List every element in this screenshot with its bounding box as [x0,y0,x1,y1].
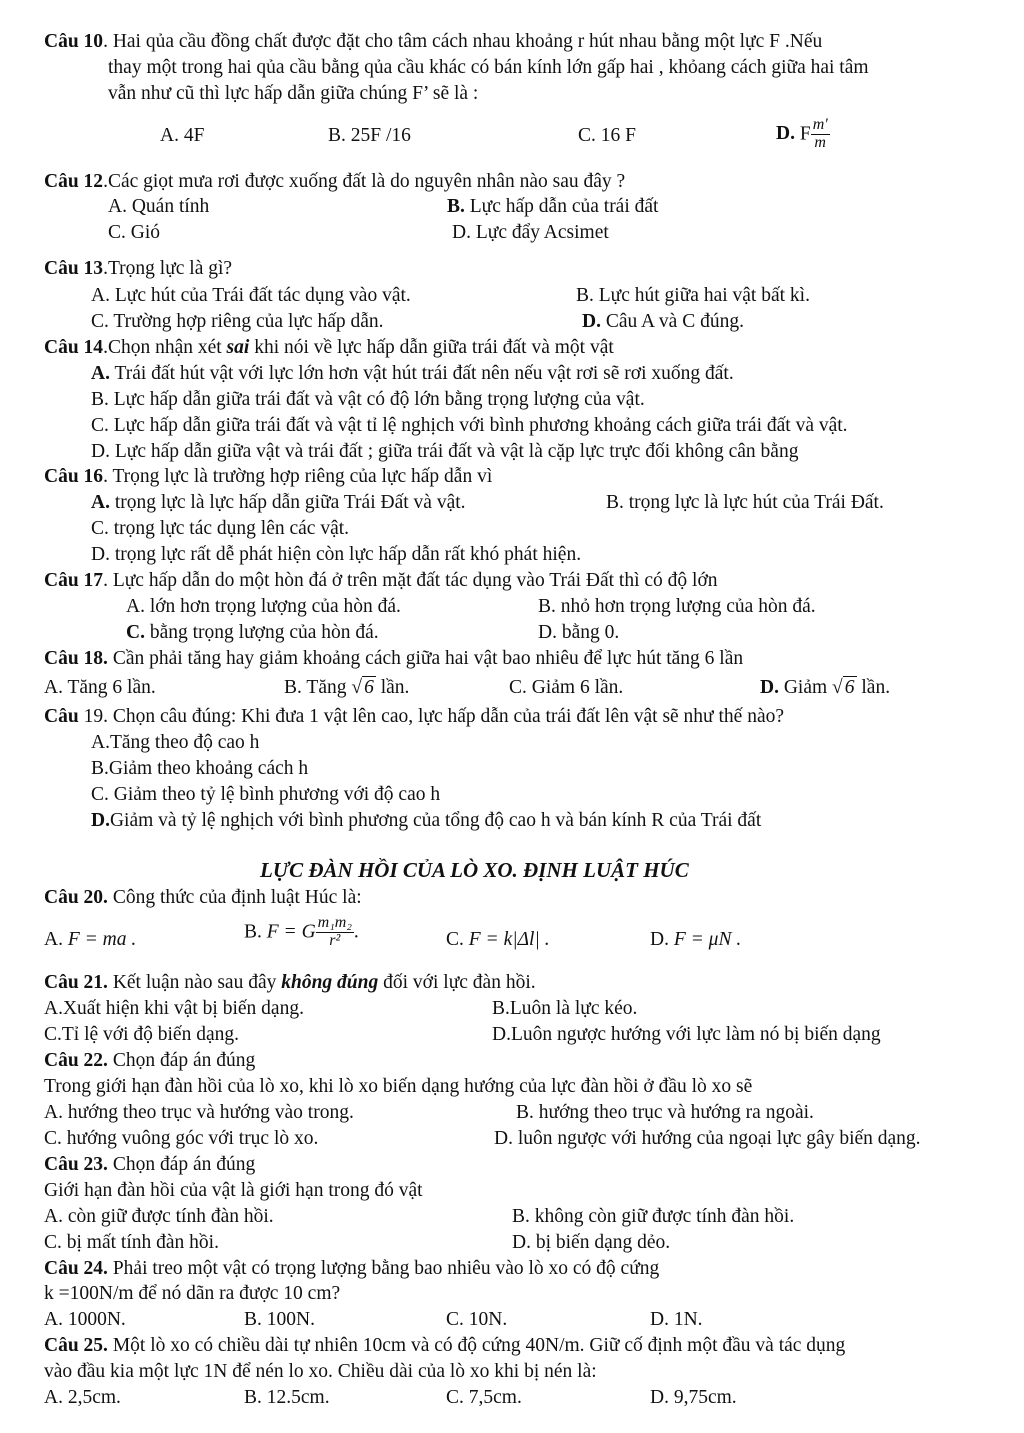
sqrt-symbol: √ 6 [351,677,374,698]
q13-label: Câu 13 [44,258,104,279]
q16-option-b: B. trọng lực là lực hút của Trái Đất. [606,492,884,513]
q10-stem-line3: vẫn như cũ thì lực hấp dẫn giữa chúng F’ sẽ là : [108,83,479,104]
q12-stem: Câu 12.Các giọt mưa rơi được xuống đất là do nguyên nhân nào sau đây ? [44,171,626,192]
q24-label: Câu 24. [44,1258,108,1279]
q12-option-c: C. Gió [108,222,161,243]
q19-stem: Câu 19. Chọn câu đúng: Khi đưa 1 vật lên cao, lực hấp dẫn của trái đất lên vật sẽ như thế nào? [44,706,785,727]
q20-option-a: A. F = ma . [44,929,137,950]
q25-label: Câu 25. [44,1335,108,1356]
q18-label: Câu 18. [44,648,108,669]
q20-option-b-fraction: $\frac{\text{m₁m₂}}{\text{r²}}$ [317,914,352,949]
q10-option-a: A. 4F [160,125,205,146]
q10-stem-line1: Câu 10. Hai qủa cầu đồng chất được đặt cho tâm cách nhau khoảng r hút nhau bằng một lực F .Nếu [44,31,823,52]
q21-option-b: B.Luôn là lực kéo. [492,998,638,1019]
q20-option-c: C. F = k|Δl| . [446,929,550,950]
q22-stem-line2: Trong giới hạn đàn hồi của lò xo, khi lò xo biến dạng hướng của lực đàn hồi ở đầu lò xo sẽ [44,1076,753,1097]
q18-option-d: D. Giảm √ 6 lần. [760,677,891,698]
q22-option-a: A. hướng theo trục và hướng vào trong. [44,1102,354,1123]
q25-option-b: B. 12.5cm. [244,1387,330,1408]
section-title: LỰC ĐÀN HỒI CỦA LÒ XO. ĐỊNH LUẬT HÚC [260,858,689,882]
q18-stem: Câu 18. Cần phải tăng hay giảm khoảng cách giữa hai vật bao nhiêu để lực hút tăng 6 lần [44,648,744,669]
q22-stem: Câu 22. Chọn đáp án đúng [44,1050,256,1071]
q14-stem: Câu 14.Chọn nhận xét sai khi nói về lực hấp dẫn giữa trái đất và một vật [44,337,614,358]
q14-option-c: C. Lực hấp dẫn giữa trái đất và vật tỉ lệ nghịch với bình phương khoảng cách giữa trái đất và vật. [91,415,848,436]
q18-option-c: C. Giảm 6 lần. [509,677,624,698]
q16-label: Câu 16 [44,466,104,487]
q20-stem: Câu 20. Công thức của định luật Húc là: [44,887,362,908]
q16-option-d: D. trọng lực rất dễ phát hiện còn lực hấp dẫn rất khó phát hiện. [91,544,582,565]
q16-option-c: C. trọng lực tác dụng lên các vật. [91,518,350,539]
q18-option-a: A. Tăng 6 lần. [44,677,156,698]
q23-option-d: D. bị biến dạng dẻo. [512,1232,671,1253]
q20-option-b: B. F = G $\frac{\text{m₁m₂}}{\text{r²}}$ . [244,914,359,949]
q21-stem: Câu 21. Kết luận nào sau đây không đúng đối với lực đàn hồi. [44,972,536,993]
q10-stem-line2: thay một trong hai qủa cầu bằng qủa cầu khác có bán kính lớn gấp hai , khỏang cách giữa hai tâm [108,57,869,78]
q24-option-c: C. 10N. [446,1309,508,1330]
q24-option-d: D. 1N. [650,1309,703,1330]
sqrt-symbol: √ 6 [832,677,855,698]
q17-option-d: D. bằng 0. [538,622,620,643]
q23-label: Câu 23. [44,1154,108,1175]
q24-stem: Câu 24. Phải treo một vật có trọng lượng bằng bao nhiêu vào lò xo có độ cứng [44,1258,660,1279]
q22-option-d: D. luôn ngược với hướng của ngoại lực gây biến dạng. [494,1128,921,1149]
q23-option-c: C. bị mất tính đàn hồi. [44,1232,219,1253]
q14-option-a: A. Trái đất hút vật với lực lớn hơn vật hút trái đất nên nếu vật rơi sẽ rơi xuống đất. [91,363,734,384]
q14-option-d: D. Lực hấp dẫn giữa vật và trái đất ; giữa trái đất và vật là cặp lực trực đối không cân bằng [91,441,799,462]
q17-option-c: C. bằng trọng lượng của hòn đá. [126,622,379,643]
q19-option-c: C. Giảm theo tỷ lệ bình phương với độ cao h [91,784,441,805]
q22-option-b: B. hướng theo trục và hướng ra ngoài. [516,1102,814,1123]
q19-option-d: D.Giảm và tỷ lệ nghịch với bình phương của tổng độ cao h và bán kính R của Trái đất [91,810,762,831]
q23-stem: Câu 23. Chọn đáp án đúng [44,1154,256,1175]
q13-option-a: A. Lực hút của Trái đất tác dụng vào vật. [91,285,411,306]
q24-option-b: B. 100N. [244,1309,315,1330]
q25-stem: Câu 25. Một lò xo có chiều dài tự nhiên 10cm và có độ cứng 40N/m. Giữ cố định một đầu và tác dụng [44,1335,846,1356]
q14-option-b: B. Lực hấp dẫn giữa trái đất và vật có độ lớn bằng trọng lượng của vật. [91,389,645,410]
q17-label: Câu 17 [44,570,104,591]
q13-option-d: D. Câu A và C đúng. [582,311,744,332]
q13-option-c: C. Trường hợp riêng của lực hấp dẫn. [91,311,384,332]
q25-option-a: A. 2,5cm. [44,1387,121,1408]
q12-label: Câu 12 [44,171,104,192]
q12-option-b: B. Lực hấp dẫn của trái đất [447,196,659,217]
q19-label: Câu [44,706,79,727]
q25-option-d: D. 9,75cm. [650,1387,737,1408]
q21-option-d: D.Luôn ngược hướng với lực làm nó bị biến dạng [492,1024,881,1045]
q21-option-a: A.Xuất hiện khi vật bị biến dạng. [44,998,304,1019]
q21-option-c: C.Tỉ lệ với độ biến dạng. [44,1024,239,1045]
q22-label: Câu 22. [44,1050,108,1071]
q16-option-a: A. trọng lực là lực hấp dẫn giữa Trái Đất và vật. [91,492,466,513]
q23-option-a: A. còn giữ được tính đàn hồi. [44,1206,274,1227]
q24-stem-line2: k =100N/m để nó dãn ra được 10 cm? [44,1283,341,1304]
q13-stem: Câu 13.Trọng lực là gì? [44,258,233,279]
q22-option-c: C. hướng vuông góc với trục lò xo. [44,1128,319,1149]
q24-option-a: A. 1000N. [44,1309,126,1330]
q13-option-b: B. Lực hút giữa hai vật bất kì. [576,285,810,306]
q10-option-b: B. 25F /16 [328,125,411,146]
q16-stem: Câu 16. Trọng lực là trường hợp riêng của lực hấp dẫn vì [44,466,493,487]
q21-label: Câu 21. [44,972,108,993]
q18-option-b: B. Tăng √ 6 lần. [284,677,410,698]
q14-label: Câu 14 [44,337,104,358]
q20-label: Câu 20. [44,887,108,908]
q25-option-c: C. 7,5cm. [446,1387,522,1408]
q17-stem: Câu 17. Lực hấp dẫn do một hòn đá ở trên mặt đất tác dụng vào Trái Đất thì có độ lớn [44,570,718,591]
q17-option-a: A. lớn hơn trọng lượng của hòn đá. [126,596,401,617]
q17-option-b: B. nhỏ hơn trọng lượng của hòn đá. [538,596,816,617]
q19-option-b: B.Giảm theo khoảng cách h [91,758,309,779]
q10-option-d-fraction: $\frac{m'}{m}$ [812,116,828,151]
q12-option-d: D. Lực đẩy Acsimet [452,222,609,243]
q10-option-d: D. F $\frac{m'}{m}$ [776,116,828,151]
q23-option-b: B. không còn giữ được tính đàn hồi. [512,1206,795,1227]
q12-option-a: A. Quán tính [108,196,210,217]
q20-option-d: D. F = μN . [650,929,742,950]
q19-option-a: A.Tăng theo độ cao h [91,732,260,753]
q10-label: Câu 10 [44,31,104,52]
q10-option-c: C. 16 F [578,125,636,146]
q23-stem-line2: Giới hạn đàn hồi của vật là giới hạn trong đó vật [44,1180,423,1201]
q25-stem-line2: vào đầu kia một lực 1N để nén lo xo. Chiều dài của lò xo khi bị nén là: [44,1361,597,1382]
